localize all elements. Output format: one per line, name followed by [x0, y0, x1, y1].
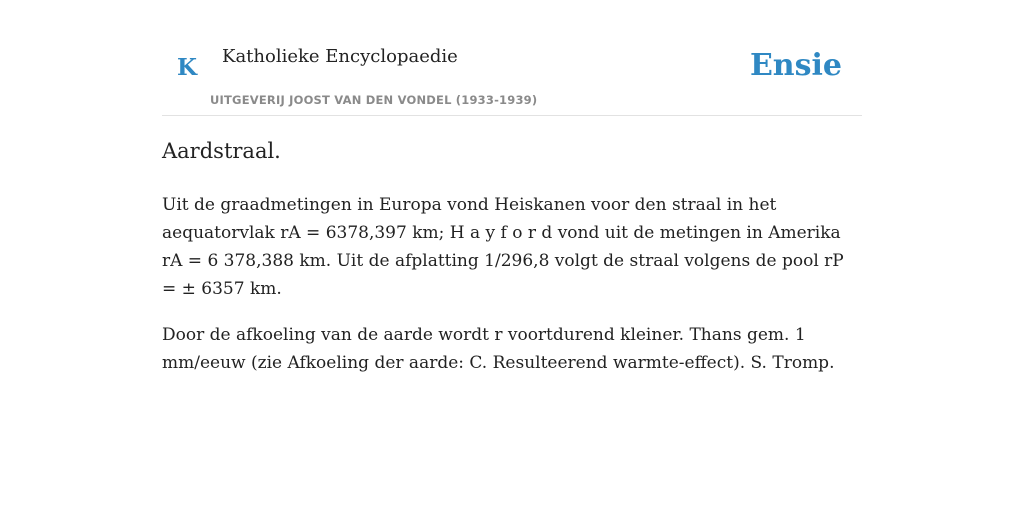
article-paragraph-1: Uit de graadmetingen in Europa vond Heiskanen voor den straal in het aequatorvlak rA = 6378,397 km; H a y f o r d vond uit de metingen in Amerika rA = 6 378,388 km. Uit de afplatting 1/296,8 volgt de straal volgens de pool rP = ± 6357 km.: [162, 195, 844, 300]
article-content: [162, 138, 862, 395]
publisher-subtitle: UITGEVERIJ JOOST VAN DEN VONDEL (1933-1939): [210, 93, 538, 107]
site-title: Katholieke Encyclopaedie: [222, 46, 458, 67]
article-paragraph-2: Door de afkoeling van de aarde wordt r voortdurend kleiner. Thans gem. 1 mm/eeuw (zie Afkoeling der aarde: C. Resulteerend warmte-effect). S. Tromp.: [162, 325, 835, 374]
ensie-brand-link[interactable]: Ensie: [749, 48, 842, 83]
encyclopedia-logo[interactable]: K: [177, 54, 197, 81]
article-title: Aardstraal.: [162, 139, 281, 163]
site-header: [162, 0, 862, 116]
